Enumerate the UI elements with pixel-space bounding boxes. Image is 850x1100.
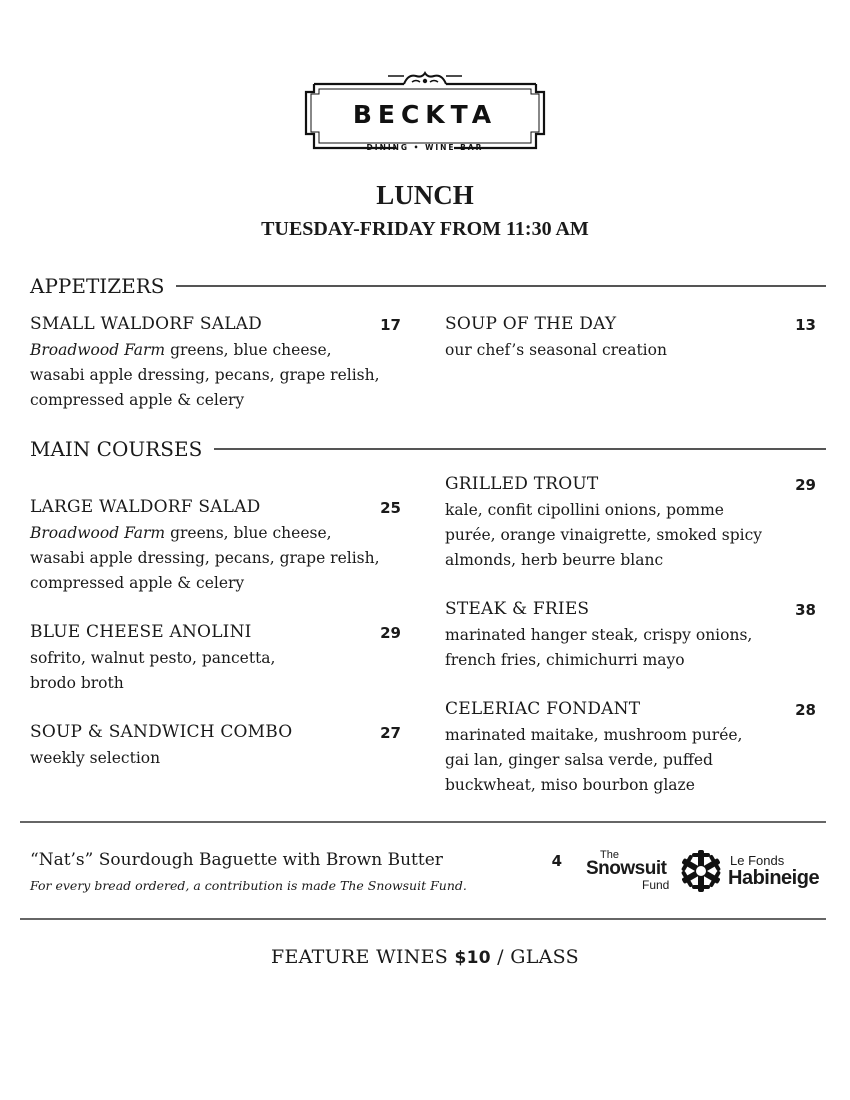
section-label: MAIN COURSES — [30, 437, 203, 461]
item-description: buckwheat, miso bourbon glaze — [445, 776, 695, 794]
item-description: wasabi apple dressing, pecans, grape relish, — [30, 549, 380, 567]
item-price: 25 — [380, 499, 401, 517]
item-price: 38 — [795, 601, 816, 619]
item-name: LARGE WALDORF SALAD — [30, 497, 261, 517]
item-price: 29 — [380, 624, 401, 642]
item-name: SMALL WALDORF SALAD — [30, 314, 262, 334]
menu-item-blue-cheese-anolini — [30, 622, 401, 696]
wines-price: $10 — [454, 948, 491, 968]
section-rule — [176, 285, 826, 287]
item-price: 28 — [795, 701, 816, 719]
section-label: APPETIZERS — [30, 274, 165, 298]
item-price: 29 — [795, 476, 816, 494]
item-name: STEAK & FRIES — [445, 599, 590, 619]
menu-item-soup-of-the-day — [445, 314, 816, 363]
item-description: Broadwood Farm greens, blue cheese, — [30, 524, 332, 542]
item-description: marinated hanger steak, crispy onions, — [445, 626, 753, 644]
logo-tagline: DINING • WINE BAR — [366, 143, 484, 152]
divider-top — [20, 821, 826, 823]
item-description: sofrito, walnut pesto, pancetta, — [30, 649, 276, 667]
item-name: GRILLED TROUT — [445, 474, 599, 494]
beckta-logo — [304, 70, 546, 160]
item-description: brodo broth — [30, 674, 124, 692]
snowsuit-fund-logo — [586, 846, 828, 894]
section-rule — [214, 448, 826, 450]
item-price: 13 — [795, 316, 816, 334]
item-description: kale, confit cipollini onions, pomme — [445, 501, 724, 519]
item-price: 17 — [380, 316, 401, 334]
menu-item-steak-fries — [445, 599, 816, 673]
item-description: almonds, herb beurre blanc — [445, 551, 664, 569]
wines-prefix: FEATURE WINES — [271, 946, 455, 968]
menu-title: LUNCH — [376, 180, 474, 210]
item-description: french fries, chimichurri mayo — [445, 651, 685, 669]
bread-item — [30, 850, 562, 874]
menu-item-grilled-trout — [445, 474, 816, 573]
menu-item-soup-sandwich-combo — [30, 722, 401, 771]
feature-wines — [0, 946, 850, 968]
menu-hours: TUESDAY-FRIDAY FROM 11:30 AM — [261, 218, 589, 240]
logo-wordmark: BECKTA — [352, 100, 498, 129]
section-main-courses — [30, 437, 826, 461]
item-description: marinated maitake, mushroom purée, — [445, 726, 743, 744]
item-description: weekly selection — [30, 749, 161, 767]
item-description: compressed apple & celery — [30, 574, 245, 592]
section-appetizers — [30, 274, 826, 298]
item-description: gai lan, ginger salsa verde, puffed — [445, 751, 713, 769]
snowflake-icon — [678, 848, 724, 894]
bread-price: 4 — [551, 852, 562, 870]
item-name: BLUE CHEESE ANOLINI — [30, 622, 252, 642]
sponsor-le-fonds: Le Fonds — [730, 853, 785, 868]
item-description: purée, orange vinaigrette, smoked spicy — [445, 526, 763, 544]
bread-note: For every bread ordered, a contribution is made The Snowsuit Fund. — [30, 878, 467, 893]
menu-item-small-waldorf-salad — [30, 314, 401, 413]
divider-bottom — [20, 918, 826, 920]
menu-item-celeriac-fondant — [445, 699, 816, 798]
sponsor-habineige: Habineige — [728, 867, 820, 889]
item-description: Broadwood Farm greens, blue cheese, — [30, 341, 332, 359]
wines-suffix: / GLASS — [490, 946, 579, 968]
item-name: SOUP OF THE DAY — [445, 314, 617, 334]
item-description: our chef’s seasonal creation — [445, 341, 667, 359]
menu-item-large-waldorf-salad — [30, 497, 401, 596]
item-name: CELERIAC FONDANT — [445, 699, 641, 719]
sponsor-the: The — [600, 849, 619, 861]
item-name: SOUP & SANDWICH COMBO — [30, 722, 293, 742]
sponsor-fund: Fund — [642, 878, 670, 892]
sponsor-name: Snowsuit — [586, 858, 667, 879]
item-description: wasabi apple dressing, pecans, grape relish, — [30, 366, 380, 384]
bread-name: “Nat’s” Sourdough Baguette with Brown Butter — [30, 850, 443, 870]
item-price: 27 — [380, 724, 401, 742]
item-description: compressed apple & celery — [30, 391, 245, 409]
